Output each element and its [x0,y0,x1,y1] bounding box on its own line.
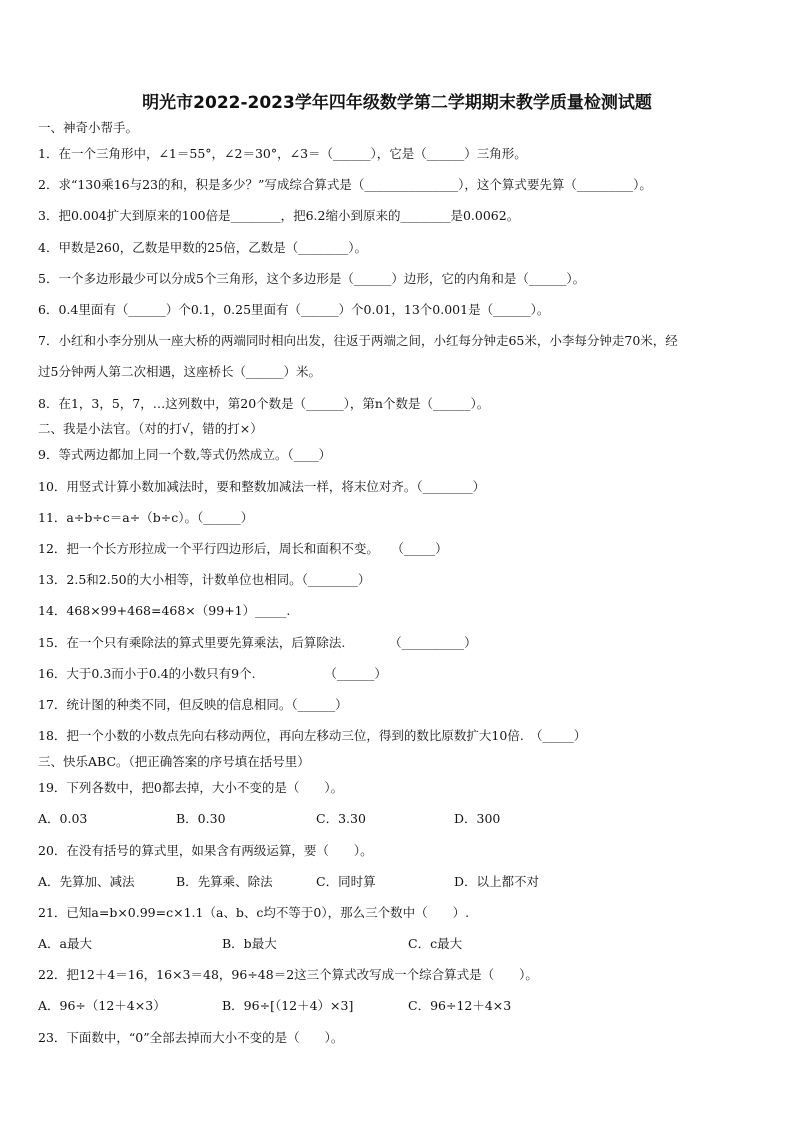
question-5: 5．一个多边形最少可以分成5个三角形，这个多边形是（______）边形，它的内角和是（______）。 [38,271,586,286]
question-7-line-2: 过5分钟两人第二次相遇，这座桥长（______）米。 [38,364,321,379]
question-6: 6．0.4里面有（______）个0.1，0.25里面有（______）个0.01，13个0.001是（______）。 [38,302,550,317]
section-2-heading: 二、我是小法官。（对的打√，错的打×） [38,421,263,436]
question-8: 8．在1，3，5，7，…这列数中，第20个数是（______），第n个数是（______）。 [38,396,490,411]
option-d: D．以上都不对 [454,874,540,889]
question-15: 15．在一个只有乘除法的算式里要先算乘法，后算除法. （__________） [38,635,477,650]
option-c: C．3.30 [316,811,366,826]
page-title: 明光市2022-2023学年四年级数学第二学期期末教学质量检测试题 [142,93,652,113]
option-a: A．96÷（12＋4×3） [38,998,166,1013]
question-20-options [38,874,539,890]
question-2: 2．求“130乘16与23的和，积是多少？”写成综合算式是（_______________），这个算式要先算（_________）。 [38,177,652,192]
section-3-heading: 三、快乐ABC。（把正确答案的序号填在括号里） [38,754,310,769]
option-d: D．300 [454,811,501,826]
question-22: 22．把12＋4＝16，16×3＝48，96÷48＝2这三个算式改写成一个综合算式是（ ）。 [38,967,538,982]
question-4: 4．甲数是260，乙数是甲数的25倍，乙数是（________）。 [38,240,367,255]
question-17: 17．统计图的种类不同，但反映的信息相同。（______） [38,697,348,712]
question-10: 10．用竖式计算小数加减法时，要和整数加减法一样，将末位对齐。（________） [38,479,486,494]
question-12: 12．把一个长方形拉成一个平行四边形后，周长和面积不变。 （_____） [38,541,448,556]
option-c: C．同时算 [316,874,376,889]
question-13: 13．2.5和2.50的大小相等，计数单位也相同。（________） [38,572,371,587]
option-a: A．先算加、减法 [38,874,135,889]
option-b: B．b最大 [222,936,277,951]
option-b: B．96÷[（12＋4）×3] [222,998,354,1013]
question-20: 20．在没有括号的算式里，如果含有两级运算，要（ ）。 [38,843,373,858]
question-3: 3．把0.004扩大到原来的100倍是________，把6.2缩小到原来的________是0.0062。 [38,208,520,223]
question-14: 14．468×99+468=468×（99+1）_____. [38,603,291,618]
question-7-line-1: 7．小红和小李分别从一座大桥的两端同时相向出发，往返于两端之间，小红每分钟走65米，小李每分钟走70米，经 [38,333,678,348]
option-a: A．a最大 [38,936,92,951]
question-22-options [38,998,511,1014]
option-c: C．c最大 [408,936,463,951]
question-18: 18．把一个小数的小数点先向右移动两位，再向左移动三位，得到的数比原数扩大10倍. （_____） [38,728,587,743]
section-1-heading: 一、神奇小帮手。 [38,120,139,135]
question-16: 16．大于0.3而小于0.4的小数只有9个. （______） [38,666,387,681]
question-21-options [38,936,462,952]
option-a: A．0.03 [38,811,88,826]
question-23: 23．下面数中，“0”全部去掉而大小不变的是（ ）。 [38,1030,344,1045]
option-c: C．96÷12＋4×3 [408,998,512,1013]
option-b: B．0.30 [176,811,226,826]
question-11: 11．a÷b÷c＝a÷（b÷c）。（______） [38,510,254,525]
option-b: B．先算乘、除法 [176,874,273,889]
question-21: 21．已知a=b×0.99=c×1.1（a、b、c均不等于0），那么三个数中（ ）. [38,905,470,920]
question-19-options [38,811,500,827]
question-9: 9．等式两边都加上同一个数,等式仍然成立。（____） [38,447,332,462]
question-19: 19．下列各数中，把0都去掉，大小不变的是（ ）。 [38,780,344,795]
question-1: 1．在一个三角形中，∠1＝55°，∠2＝30°，∠3＝（______），它是（______）三角形。 [38,146,527,161]
